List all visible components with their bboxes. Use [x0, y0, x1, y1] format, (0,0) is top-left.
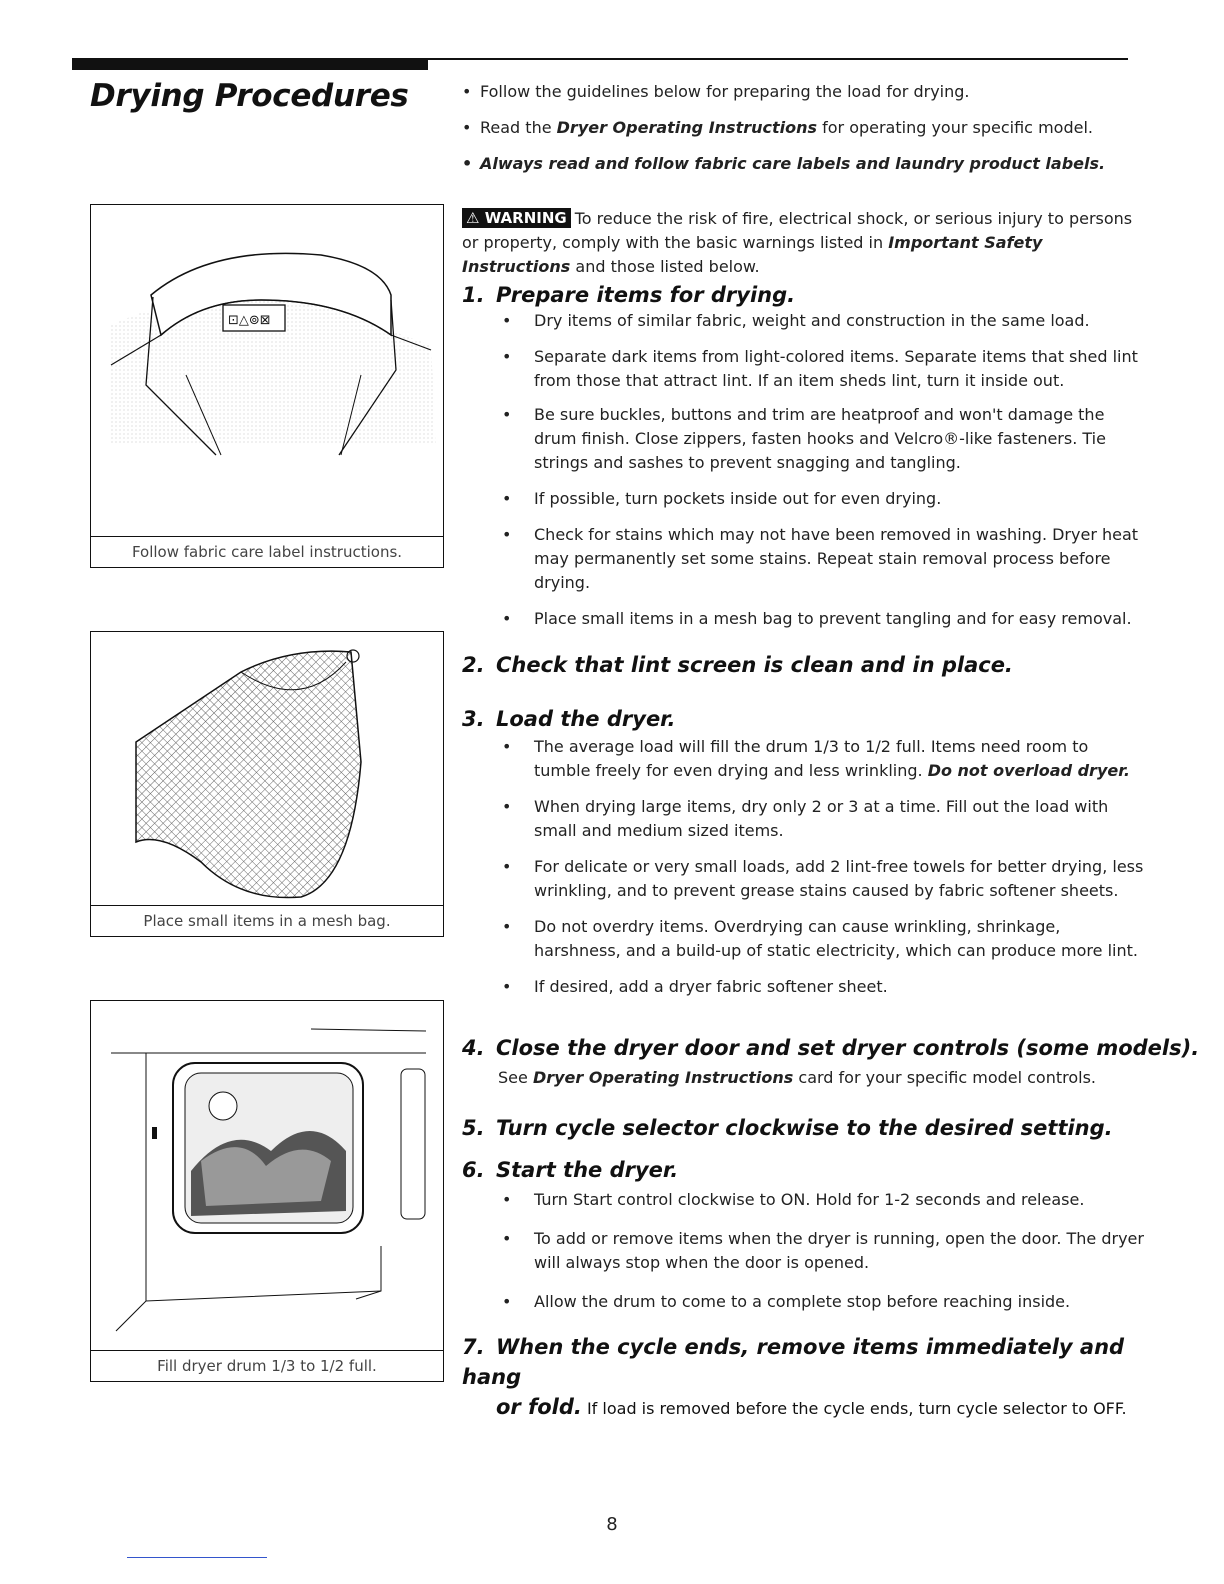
figure-caption: Follow fabric care label instructions. [91, 536, 443, 567]
intro-list [462, 82, 1142, 190]
header-rule-thin [428, 58, 1128, 60]
list-item: • When drying large items, dry only 2 or 3 at a time. Fill out the load with small and medium sized items. [498, 795, 1146, 843]
intro-item-emphasis: • Always read and follow fabric care labels and laundry product labels. [462, 154, 1142, 174]
list-item: • Turn Start control clockwise to ON. Hold for 1-2 seconds and release. [498, 1188, 1146, 1212]
list-item: • To add or remove items when the dryer is running, open the door. The dryer will always stop when the door is opened. [498, 1227, 1146, 1275]
ref-dryer-operating-instructions: Dryer Operating Instructions [556, 118, 818, 137]
step-2-heading: 2. Check that lint screen is clean and in place. [462, 653, 1013, 677]
step-3-heading: 3. Load the dryer. [462, 707, 676, 731]
warning-badge: ⚠ WARNING [462, 208, 571, 228]
shirt-collar-illustration [91, 205, 443, 537]
figure-caption: Place small items in a mesh bag. [91, 905, 443, 936]
page-title: Drying Procedures [90, 78, 409, 114]
figure-care-label [90, 204, 444, 568]
mesh-bag-illustration [91, 632, 443, 906]
step-5-heading: 5. Turn cycle selector clockwise to the desired setting. [462, 1116, 1113, 1140]
figure-mesh-bag [90, 631, 444, 937]
ref-dryer-operating-instructions-card: Dryer Operating Instructions [532, 1068, 794, 1087]
page-number: 8 [606, 1514, 618, 1535]
intro-item: • Follow the guidelines below for preparing the load for drying. [462, 82, 1142, 102]
step-7-heading: 7. When the cycle ends, remove items immediately and hang or fold. If load is removed before the cycle ends, turn cycle selector to OFF. [462, 1335, 1127, 1419]
header-rule-thick [72, 58, 428, 70]
warning-triangle-icon: ⚠ [466, 209, 480, 227]
figure-caption: Fill dryer drum 1/3 to 1/2 full. [91, 1350, 443, 1381]
step-6-bullets [498, 1188, 1146, 1314]
list-item: • Do not overdry items. Overdrying can cause wrinkling, shrinkage, harshness, and a build-up of static electricity, which can produce more lint. [498, 915, 1146, 963]
ref-important-safety-instructions: Important Safety Instructions [462, 233, 1043, 276]
step-4-note: See Dryer Operating Instructions card for your specific model controls. [498, 1068, 1097, 1087]
list-item: • Be sure buckles, buttons and trim are heatproof and won't damage the drum finish. Close zippers, fasten hooks and Velcro®-like fasteners. Tie strings and sashes to prevent snagging and tangling. [498, 403, 1146, 475]
footer-underline [127, 1557, 267, 1558]
step-1-bullets [498, 309, 1146, 631]
step-1-heading: 1. Prepare items for drying. [462, 283, 796, 307]
figure-dryer-drum [90, 1000, 444, 1382]
list-item: • Check for stains which may not have been removed in washing. Dryer heat may permanently set some stains. Repeat stain removal process before drying. [498, 523, 1146, 595]
intro-item: • Read the Dryer Operating Instructions for operating your specific model. [462, 118, 1142, 138]
warning-do-not-overload: Do not overload dryer. [927, 761, 1130, 780]
list-item: • The average load will fill the drum 1/3 to 1/2 full. Items need room to tumble freely for even drying and less wrinkling. Do not overload dryer. [498, 735, 1146, 783]
svg-text:⊡△⊚⊠: ⊡△⊚⊠ [228, 313, 271, 328]
step-6-heading: 6. Start the dryer. [462, 1158, 679, 1182]
list-item: • Place small items in a mesh bag to prevent tangling and for easy removal. [498, 607, 1146, 631]
list-item: • Separate dark items from light-colored items. Separate items that shed lint from those that attract lint. If an item sheds lint, turn it inside out. [498, 345, 1146, 393]
list-item: • If possible, turn pockets inside out for even drying. [498, 487, 1146, 511]
step-4-heading: 4. Close the dryer door and set dryer controls (some models). [462, 1036, 1200, 1060]
warning-block: ⚠ WARNING To reduce the risk of fire, electrical shock, or serious injury to persons or property, comply with the basic warnings listed in Important Safety Instructions and those listed below. [462, 209, 1133, 276]
list-item: • Dry items of similar fabric, weight and construction in the same load. [498, 309, 1146, 333]
step-3-bullets [498, 735, 1146, 999]
list-item: • For delicate or very small loads, add 2 lint-free towels for better drying, less wrinkling, and to prevent grease stains caused by fabric softener sheets. [498, 855, 1146, 903]
list-item: • If desired, add a dryer fabric softener sheet. [498, 975, 1146, 999]
list-item: • Allow the drum to come to a complete stop before reaching inside. [498, 1290, 1146, 1314]
step-7-note: If load is removed before the cycle ends, turn cycle selector to OFF. [581, 1399, 1127, 1418]
dryer-drum-illustration [91, 1001, 443, 1351]
